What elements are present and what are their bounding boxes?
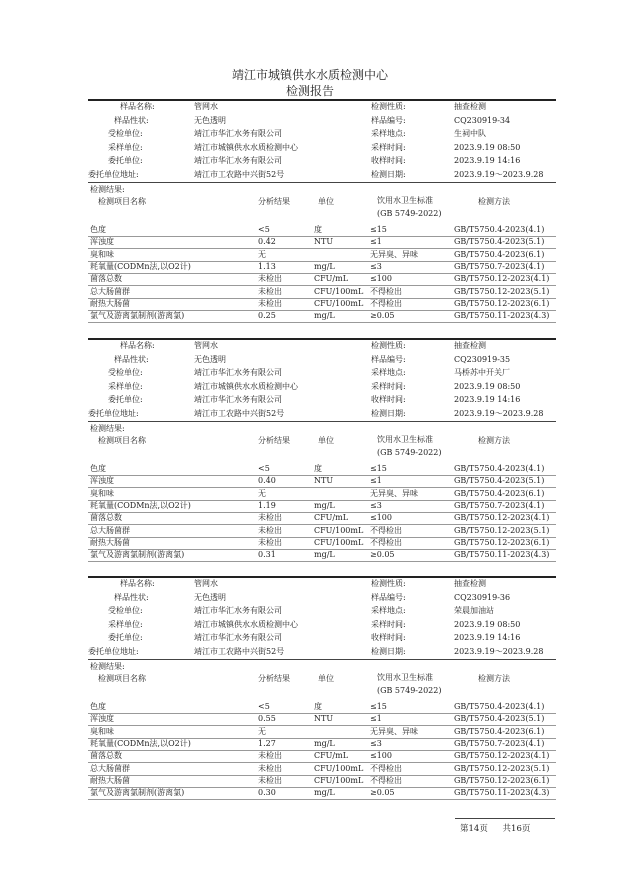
table-cell: GB/T5750.12-2023(5.1) [454, 286, 550, 296]
info-value: 靖江市华汇水务有限公司 [194, 368, 282, 377]
table-cell: 氯气及游离氯制剂(游离氯) [90, 788, 185, 798]
table-cell: GB/T5750.12-2023(4.1) [454, 751, 550, 761]
info-label: 委托单位地址: [88, 169, 139, 179]
table-cell: GB/T5750.11-2023(4.3) [454, 311, 550, 321]
table-cell: ≤100 [370, 513, 392, 523]
table-cell: 臭和味 [90, 726, 114, 736]
table-cell: CFU/100mL [314, 286, 364, 296]
table-cell: GB/T5750.12-2023(4.1) [454, 513, 550, 523]
table-cell: GB/T5750.4-2023(4.1) [454, 225, 545, 234]
table-cell: 未检出 [258, 286, 282, 296]
table-cell: 度 [314, 225, 322, 234]
table-cell: CFU/mL [314, 274, 349, 284]
table-cell: GB/T5750.4-2023(5.1) [454, 714, 545, 724]
table-cell: GB/T5750.12-2023(5.1) [454, 525, 550, 535]
table-cell: 0.42 [258, 237, 276, 247]
info-label: 采样时间: [371, 619, 406, 629]
info-value: 2023.9.19 08:50 [454, 142, 521, 152]
table-cell: GB/T5750.4-2023(6.1) [454, 249, 545, 259]
table-cell: GB/T5750.12-2023(4.1) [454, 274, 550, 284]
info-label: 委托单位地址: [88, 646, 139, 656]
info-value: 抽查检测 [454, 341, 486, 350]
info-value: 无色透明 [194, 354, 226, 364]
info-label: 采样时间: [371, 142, 406, 152]
table-cell: mg/L [314, 788, 335, 798]
info-value: 靖江市工农路中兴街52号 [194, 408, 285, 418]
info-value: 抽查检测 [454, 102, 486, 111]
table-cell: GB/T5750.11-2023(4.3) [454, 788, 550, 798]
table-cell: 总大肠菌群 [90, 763, 130, 773]
info-value: 靖江市城镇供水水质检测中心 [194, 619, 298, 629]
column-header: 单位 [318, 436, 334, 445]
table-cell: <5 [258, 702, 270, 711]
table-cell: 耗氧量(CODMn法,以O2计) [90, 261, 191, 271]
info-value: 2023.9.19 14:16 [454, 633, 521, 642]
table-cell: GB/T5750.12-2023(6.1) [454, 298, 550, 308]
table-cell: GB/T5750.7-2023(4.1) [454, 738, 545, 748]
section-top-rule [88, 576, 556, 578]
table-cell: <5 [258, 464, 270, 473]
info-label: 样品编号: [371, 115, 406, 125]
table-cell: 1.19 [258, 500, 276, 510]
table-cell: ≤3 [370, 500, 382, 510]
info-label: 采样单位: [108, 142, 143, 152]
info-value: 靖江市华汇水务有限公司 [194, 156, 282, 165]
info-value: 2023.9.19～2023.9.28 [454, 169, 544, 179]
table-cell: 臭和味 [90, 488, 114, 498]
table-cell: CFU/mL [314, 513, 349, 523]
table-cell: GB/T5750.7-2023(4.1) [454, 500, 545, 510]
table-cell: ≤100 [370, 751, 392, 761]
table-cell: 总大肠菌群 [90, 286, 130, 296]
info-label: 采样地点: [371, 129, 406, 138]
info-value: 管网水 [194, 579, 218, 588]
column-header: 检测方法 [478, 197, 510, 206]
table-cell: 未检出 [258, 274, 282, 284]
table-cell: 未检出 [258, 298, 282, 308]
info-value: CQ230919-35 [454, 354, 511, 364]
results-heading: 检测结果: [90, 662, 125, 671]
info-label: 采样地点: [371, 606, 406, 615]
table-cell: ≤15 [370, 464, 387, 473]
table-row-rule [88, 561, 556, 562]
table-cell: GB/T5750.12-2023(5.1) [454, 763, 550, 773]
info-value: 靖江市城镇供水水质检测中心 [194, 142, 298, 152]
results-heading: 检测结果: [90, 424, 125, 433]
table-cell: ≤3 [370, 261, 382, 271]
info-value: 抽查检测 [454, 579, 486, 588]
column-header: 饮用水卫生标准 [377, 435, 433, 444]
page-footer [460, 822, 542, 834]
info-label: 采样地点: [371, 368, 406, 377]
section-top-rule [88, 99, 556, 101]
table-cell: <5 [258, 225, 270, 234]
info-label: 收样时间: [371, 395, 406, 404]
info-label: 检测日期: [371, 408, 406, 418]
info-value: 2023.9.19～2023.9.28 [454, 646, 544, 656]
table-cell: 浑浊度 [90, 476, 114, 486]
table-cell: GB/T5750.4-2023(4.1) [454, 464, 545, 473]
info-label: 检测日期: [371, 646, 406, 656]
table-cell: 色度 [90, 225, 106, 234]
table-cell: CFU/100mL [314, 298, 364, 308]
table-cell: GB/T5750.4-2023(5.1) [454, 476, 545, 486]
table-cell: 未检出 [258, 775, 282, 785]
info-label: 委托单位地址: [88, 408, 139, 418]
table-cell: CFU/mL [314, 751, 349, 761]
report-title: 检测报告 [285, 84, 334, 98]
info-value: 2023.9.19 08:50 [454, 619, 521, 629]
info-value: 靖江市华汇水务有限公司 [194, 395, 282, 404]
table-cell: 度 [314, 702, 322, 711]
table-cell: 0.30 [258, 788, 276, 798]
table-row-rule [88, 322, 556, 323]
column-header: 分析结果 [258, 436, 290, 445]
table-cell: GB/T5750.4-2023(6.1) [454, 488, 545, 498]
table-cell: 耗氧量(CODMn法,以O2计) [90, 738, 191, 748]
info-value: 荣晨加油站 [454, 606, 494, 615]
table-cell: 氯气及游离氯制剂(游离氯) [90, 311, 185, 321]
results-heading: 检测结果: [90, 185, 125, 194]
info-value: 靖江市华汇水务有限公司 [194, 606, 282, 615]
table-cell: 总大肠菌群 [90, 525, 130, 535]
column-header: 检测项目名称 [98, 674, 146, 683]
info-value: CQ230919-34 [454, 115, 511, 125]
column-header: 单位 [318, 674, 334, 683]
info-label: 委托单位: [108, 156, 143, 165]
table-cell: 未检出 [258, 751, 282, 761]
table-cell: 耐热大肠菌 [90, 537, 130, 547]
table-cell: 无异臭、异味 [370, 249, 418, 259]
table-cell: 不得检出 [370, 286, 402, 296]
page-total: 共16页 [502, 824, 531, 834]
table-cell: ≤1 [370, 476, 382, 486]
table-cell: 0.31 [258, 550, 276, 560]
table-cell: ≥0.05 [370, 550, 395, 560]
table-cell: ≤15 [370, 702, 387, 711]
table-cell: 无 [258, 488, 266, 498]
table-cell: 浑浊度 [90, 237, 114, 247]
info-label: 检测日期: [371, 169, 406, 179]
table-cell: 不得检出 [370, 525, 402, 535]
footer-divider [455, 818, 555, 819]
column-header: 单位 [318, 197, 334, 206]
table-cell: 1.13 [258, 261, 276, 271]
info-label: 受检单位: [108, 129, 143, 138]
table-cell: 不得检出 [370, 537, 402, 547]
table-cell: CFU/100mL [314, 525, 364, 535]
info-value: 马桥苏中开关厂 [454, 368, 510, 377]
table-cell: ≤15 [370, 225, 387, 234]
info-label: 样品名称: [120, 341, 155, 350]
table-cell: 不得检出 [370, 763, 402, 773]
table-cell: 1.27 [258, 738, 276, 748]
section-mid-rule [88, 659, 556, 660]
column-header: (GB 5749-2022) [377, 686, 442, 695]
table-cell: 不得检出 [370, 775, 402, 785]
table-cell: NTU [314, 237, 334, 247]
column-header: 检测方法 [478, 436, 510, 445]
info-label: 检测性质: [371, 341, 406, 350]
table-cell: 耗氧量(CODMn法,以O2计) [90, 500, 191, 510]
table-cell: CFU/100mL [314, 537, 364, 547]
table-cell: 臭和味 [90, 249, 114, 259]
info-label: 受检单位: [108, 606, 143, 615]
table-cell: mg/L [314, 261, 335, 271]
table-cell: 未检出 [258, 537, 282, 547]
info-label: 收样时间: [371, 156, 406, 165]
table-cell: 色度 [90, 702, 106, 711]
page-number: 第14页 [460, 824, 488, 834]
table-cell: mg/L [314, 550, 335, 560]
info-value: 2023.9.19 14:16 [454, 395, 521, 404]
section-mid-rule [88, 421, 556, 422]
info-label: 检测性质: [371, 102, 406, 111]
info-value: 无色透明 [194, 592, 226, 602]
table-cell: mg/L [314, 311, 335, 321]
column-header: 饮用水卫生标准 [377, 673, 433, 682]
table-cell: 0.25 [258, 311, 276, 321]
table-cell: 无 [258, 249, 266, 259]
column-header: 饮用水卫生标准 [377, 196, 433, 205]
table-cell: ≤1 [370, 237, 382, 247]
table-cell: ≥0.05 [370, 311, 395, 321]
info-label: 样品性状: [114, 592, 149, 602]
table-cell: CFU/100mL [314, 763, 364, 773]
info-label: 样品名称: [120, 102, 155, 111]
info-value: 2023.9.19 08:50 [454, 381, 521, 391]
info-label: 样品编号: [371, 592, 406, 602]
table-cell: GB/T5750.4-2023(4.1) [454, 702, 545, 711]
info-label: 样品编号: [371, 354, 406, 364]
info-label: 收样时间: [371, 633, 406, 642]
column-header: 分析结果 [258, 674, 290, 683]
table-cell: 浑浊度 [90, 714, 114, 724]
table-cell: 无异臭、异味 [370, 488, 418, 498]
report-org-title: 靖江市城镇供水水质检测中心 [231, 68, 388, 82]
table-cell: CFU/100mL [314, 775, 364, 785]
info-label: 样品性状: [114, 354, 149, 364]
table-cell: 色度 [90, 464, 106, 473]
column-header: (GB 5749-2022) [377, 448, 442, 457]
table-cell: ≥0.05 [370, 788, 395, 798]
column-header: 分析结果 [258, 197, 290, 206]
table-cell: NTU [314, 476, 334, 486]
table-cell: 无异臭、异味 [370, 726, 418, 736]
info-value: 靖江市华汇水务有限公司 [194, 633, 282, 642]
table-cell: 菌落总数 [90, 513, 122, 523]
table-cell: 0.40 [258, 476, 276, 486]
table-cell: GB/T5750.11-2023(4.3) [454, 550, 550, 560]
table-cell: mg/L [314, 500, 335, 510]
table-cell: 氯气及游离氯制剂(游离氯) [90, 550, 185, 560]
info-value: 无色透明 [194, 115, 226, 125]
table-cell: GB/T5750.12-2023(6.1) [454, 537, 550, 547]
section-top-rule [88, 338, 556, 340]
column-header: 检测方法 [478, 674, 510, 683]
column-header: 检测项目名称 [98, 436, 146, 445]
table-cell: GB/T5750.7-2023(4.1) [454, 261, 545, 271]
info-value: 管网水 [194, 102, 218, 111]
info-label: 委托单位: [108, 633, 143, 642]
info-value: 生祠中队 [454, 129, 486, 138]
info-value: 靖江市城镇供水水质检测中心 [194, 381, 298, 391]
info-label: 采样单位: [108, 619, 143, 629]
table-cell: ≤3 [370, 738, 382, 748]
info-label: 委托单位: [108, 395, 143, 404]
info-value: 靖江市工农路中兴街52号 [194, 169, 285, 179]
table-cell: GB/T5750.4-2023(6.1) [454, 726, 545, 736]
table-cell: 耐热大肠菌 [90, 775, 130, 785]
column-header: (GB 5749-2022) [377, 209, 442, 218]
info-value: 靖江市华汇水务有限公司 [194, 129, 282, 138]
info-label: 样品名称: [120, 579, 155, 588]
table-cell: GB/T5750.12-2023(6.1) [454, 775, 550, 785]
table-row-rule [88, 799, 556, 800]
table-cell: ≤1 [370, 714, 382, 724]
info-label: 检测性质: [371, 579, 406, 588]
table-cell: 度 [314, 464, 322, 473]
info-value: 靖江市工农路中兴街52号 [194, 646, 285, 656]
table-cell: 未检出 [258, 525, 282, 535]
table-cell: NTU [314, 714, 334, 724]
info-value: 2023.9.19～2023.9.28 [454, 408, 544, 418]
table-cell: GB/T5750.4-2023(5.1) [454, 237, 545, 247]
section-mid-rule [88, 182, 556, 183]
table-cell: 菌落总数 [90, 751, 122, 761]
table-cell: 未检出 [258, 513, 282, 523]
info-value: CQ230919-36 [454, 592, 511, 602]
info-value: 管网水 [194, 341, 218, 350]
info-value: 2023.9.19 14:16 [454, 156, 521, 165]
info-label: 受检单位: [108, 368, 143, 377]
table-cell: 不得检出 [370, 298, 402, 308]
info-label: 采样单位: [108, 381, 143, 391]
table-cell: 无 [258, 726, 266, 736]
table-cell: ≤100 [370, 274, 392, 284]
table-cell: 耐热大肠菌 [90, 298, 130, 308]
table-cell: 菌落总数 [90, 274, 122, 284]
info-label: 样品性状: [114, 115, 149, 125]
table-cell: 未检出 [258, 763, 282, 773]
table-cell: 0.55 [258, 714, 276, 724]
column-header: 检测项目名称 [98, 197, 146, 206]
info-label: 采样时间: [371, 381, 406, 391]
table-cell: mg/L [314, 738, 335, 748]
